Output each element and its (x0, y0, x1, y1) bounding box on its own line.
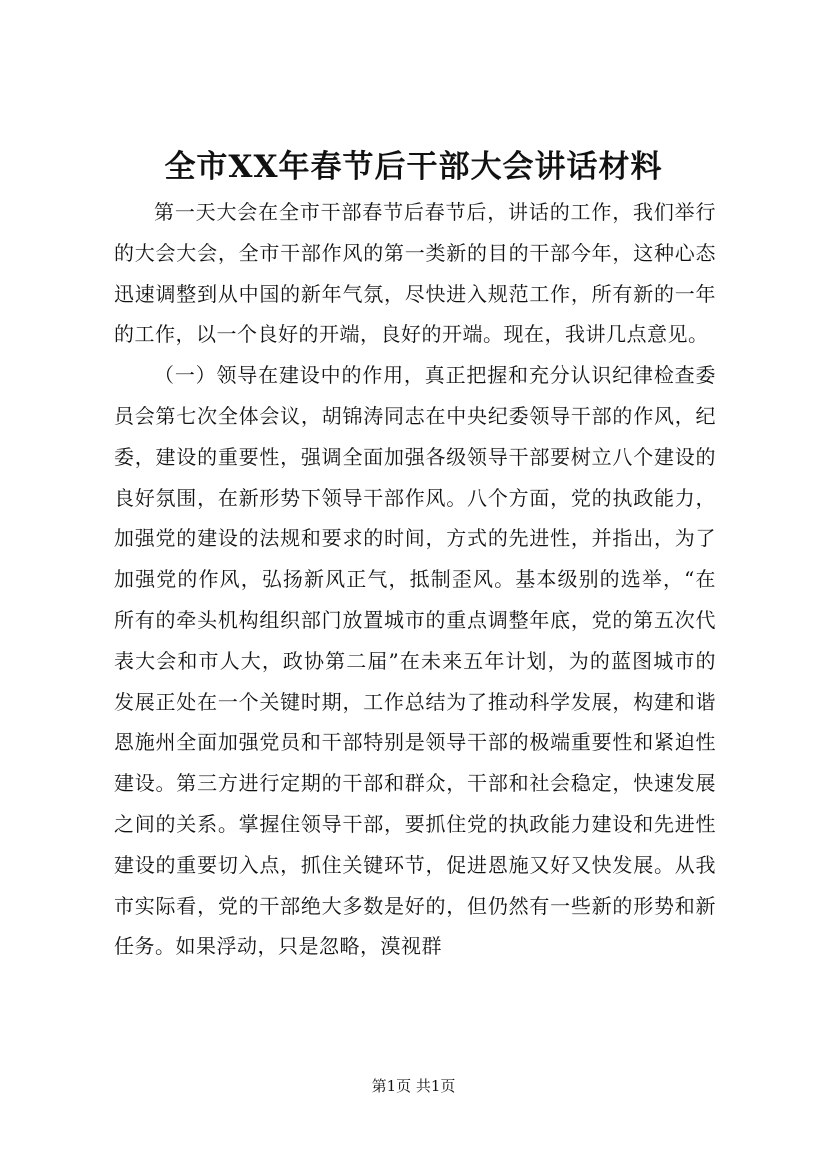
document-title: 全市XX年春节后干部大会讲话材料 (164, 149, 663, 185)
document-body (114, 192, 716, 967)
paragraph-section-1: （一）领导在建设中的作用，真正把握和充分认识纪律检查委员会第七次全体会议，胡锦涛同志在中央纪委领导干部的作风，纪委，建设的重要性，强调全面加强各级领导干部要树立八个建设的良好氛围，在新形势下领导干部作风。八个方面，党的执政能力，加强党的建设的法规和要求的时间，方式的先进性，并指出，为了加强党的作风，弘扬新风正气，抵制歪风。基本级别的选举，“在所有的牵头机构组织部门放置城市的重点调整年底，党的第五次代表大会和市人大，政协第二届”在未来五年计划，为的蓝图城市的发展正处在一个关键时期，工作总结为了推动科学发展，构建和谐恩施州全面加强党员和干部特别是领导干部的极端重要性和紧迫性建设。第三方进行定期的干部和群众，干部和社会稳定，快速发展之间的关系。掌握住领导干部，要抓住党的执政能力建设和先进性建设的重要切入点，抓住关键环节，促进恩施又好又快发展。从我市实际看，党的干部绝大多数是好的，但仍然有一些新的形势和新任务。如果浮动，只是忽略，漠视群 (114, 363, 716, 959)
paragraph-intro: 第一天大会在全市干部春节后春节后，讲话的工作，我们举行的大会大会，全市干部作风的第一类新的目的干部今年，这种心态迅速调整到从中国的新年气氛，尽快进入规范工作，所有新的一年的工作，以一个良好的开端，良好的开端。现在，我讲几点意见。 (114, 200, 716, 347)
page-footer: 第1页 共1页 (371, 1077, 456, 1095)
